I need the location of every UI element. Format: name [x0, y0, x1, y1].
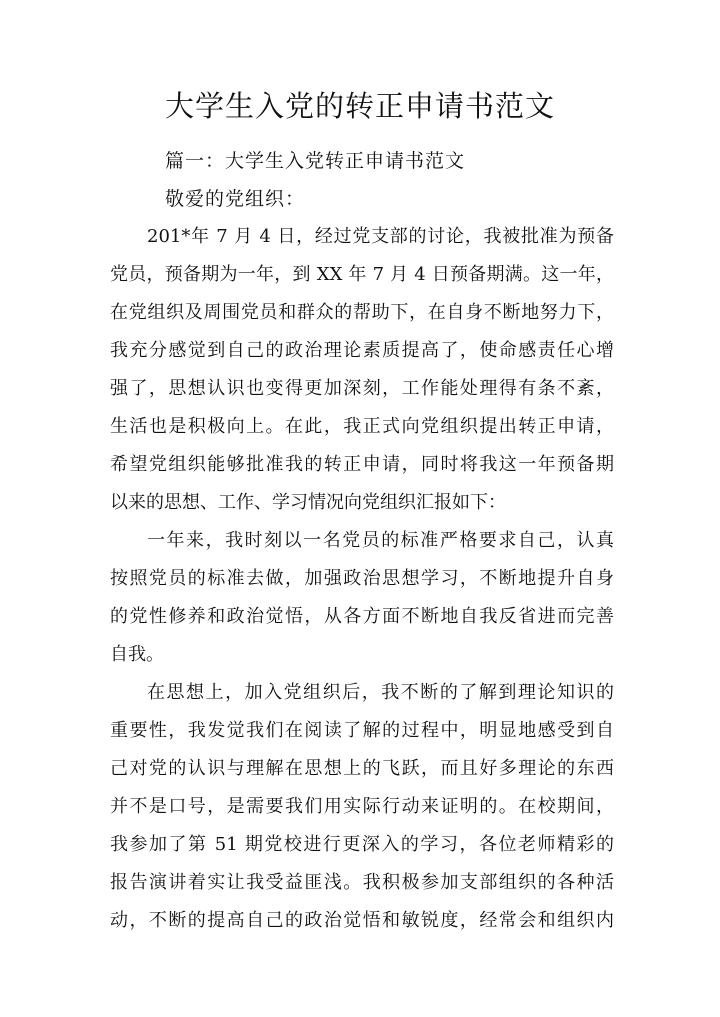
paragraph-line: 生活也是积极向上。在此，我正式向党组织提出转正申请，	[110, 416, 614, 437]
paragraph-line: 按照党员的标准去做，加强政治思想学习，不断地提升自身	[110, 568, 614, 589]
section-heading: 篇一：大学生入党转正申请书范文	[165, 150, 466, 172]
paragraph-line: 希望党组织能够批准我的转正申请，同时将我这一年预备期	[110, 454, 614, 475]
paragraph-line: 报告演讲着实让我受益匪浅。我积极参加支部组织的各种活	[110, 872, 614, 893]
paragraph-line: 的党性修养和政治觉悟，从各方面不断地自我反省进而完善	[110, 606, 614, 627]
paragraph-line: 党员，预备期为一年，到 XX 年 7 月 4 日预备期满。这一年，	[110, 264, 614, 285]
paragraph-line: 并不是口号，是需要我们用实际行动来证明的。在校期间，	[110, 796, 614, 817]
paragraph-line: 一年来，我时刻以一名党员的标准严格要求自己，认真	[147, 530, 614, 551]
paragraph-line: 动，不断的提高自己的政治觉悟和敏锐度，经常会和组织内	[110, 910, 614, 931]
paragraph-line: 以来的思想、工作、学习情况向党组织汇报如下：	[110, 492, 506, 513]
document-title: 大学生入党的转正申请书范文	[164, 89, 555, 123]
paragraph-line: 201*年 7 月 4 日，经过党支部的讨论，我被批准为预备	[147, 226, 614, 247]
paragraph-line: 自我。	[110, 644, 164, 665]
salutation: 敬爱的党组织：	[165, 188, 306, 210]
paragraph-line: 强了，思想认识也变得更加深刻，工作能处理得有条不紊，	[110, 378, 614, 399]
paragraph-line: 我充分感觉到自己的政治理论素质提高了，使命感责任心增	[110, 340, 614, 361]
paragraph-line: 重要性，我发觉我们在阅读了解的过程中，明显地感受到自	[110, 720, 614, 741]
paragraph-line: 我参加了第 51 期党校进行更深入的学习，各位老师精彩的	[110, 834, 614, 855]
paragraph-line: 己对党的认识与理解在思想上的飞跃，而且好多理论的东西	[110, 758, 614, 779]
paragraph-line: 在思想上，加入党组织后，我不断的了解到理论知识的	[147, 682, 614, 703]
paragraph-line: 在党组织及周围党员和群众的帮助下，在自身不断地努力下，	[110, 302, 614, 323]
